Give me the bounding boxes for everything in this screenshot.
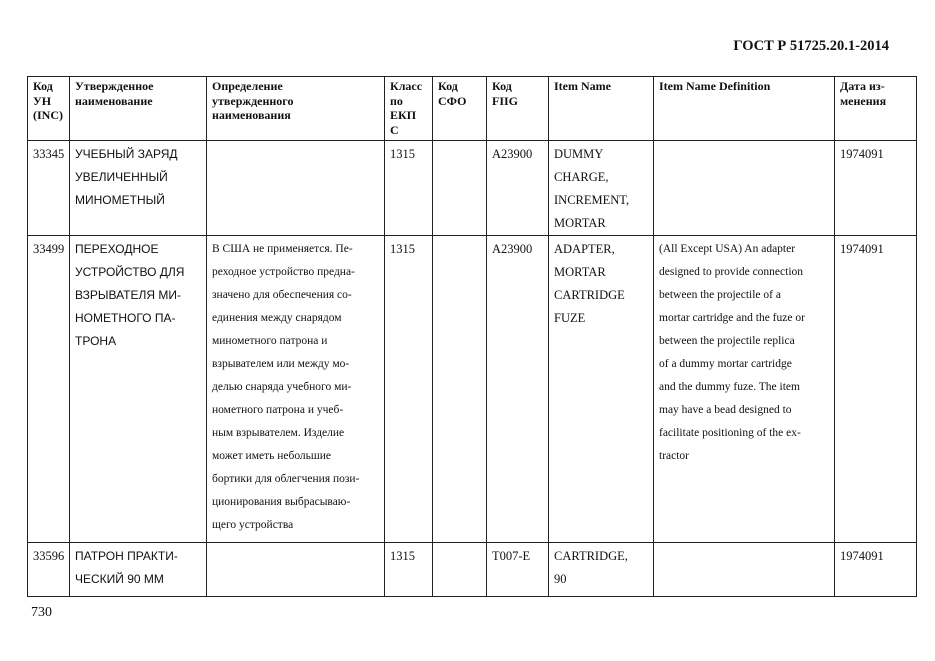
cell-class: 1315 <box>385 543 433 597</box>
cell-item-name-definition: (All Except USA) An adapter designed to provide connection between the projectile of a mortar cartridge and the fuze or between the projectile replica of a dummy mortar cartridge and the dummy fuze. The item may have a bead designed to facilitate positioning of the ex- tractor <box>654 236 835 543</box>
cell-item-name: ADAPTER, MORTAR CARTRIDGE FUZE <box>549 236 654 543</box>
classification-table <box>27 76 917 597</box>
col-header-class: Класс по ЕКП С <box>385 77 433 141</box>
table-header-row <box>28 77 917 141</box>
cell-class: 1315 <box>385 141 433 236</box>
cell-approved-name: УЧЕБНЫЙ ЗАРЯД УВЕЛИЧЕННЫЙ МИНОМЕТНЫЙ <box>70 141 207 236</box>
cell-sfo <box>433 236 487 543</box>
cell-item-name-definition <box>654 543 835 597</box>
col-header-approved-name: Утвержденное наименование <box>70 77 207 141</box>
cell-definition: В США не применяется. Пе- реходное устройство предна- значено для обеспечения со- единения между снарядом минометного патрона и взрывателем или между мо- делью снаряда учебного ми- нометного патрона и учеб- ным взрывателем. Изделие может иметь небольшие бортики для облегчения пози- ционирования выбрасываю- щего устройства <box>207 236 385 543</box>
col-header-sfo: Код СФО <box>433 77 487 141</box>
cell-item-name: CARTRIDGE, 90 <box>549 543 654 597</box>
cell-definition <box>207 141 385 236</box>
cell-fiig: A23900 <box>487 141 549 236</box>
cell-fiig: A23900 <box>487 236 549 543</box>
table-row <box>28 236 917 543</box>
cell-class: 1315 <box>385 236 433 543</box>
cell-sfo <box>433 543 487 597</box>
cell-item-name-definition <box>654 141 835 236</box>
cell-change-date: 1974091 <box>835 543 917 597</box>
cell-definition <box>207 543 385 597</box>
standard-number: ГОСТ Р 51725.20.1-2014 <box>733 38 889 54</box>
cell-fiig: T007-E <box>487 543 549 597</box>
col-header-change-date: Дата из- менения <box>835 77 917 141</box>
cell-approved-name: ПАТРОН ПРАКТИ- ЧЕСКИЙ 90 ММ <box>70 543 207 597</box>
cell-inc: 33596 <box>28 543 70 597</box>
cell-inc: 33345 <box>28 141 70 236</box>
page-number: 730 <box>31 605 52 620</box>
cell-sfo <box>433 141 487 236</box>
col-header-fiig: Код FIIG <box>487 77 549 141</box>
table-row <box>28 543 917 597</box>
col-header-item-name: Item Name <box>549 77 654 141</box>
cell-approved-name: ПЕРЕХОДНОЕ УСТРОЙСТВО ДЛЯ ВЗРЫВАТЕЛЯ МИ- НОМЕТНОГО ПА- ТРОНА <box>70 236 207 543</box>
cell-item-name: DUMMY CHARGE, INCREMENT, MORTAR <box>549 141 654 236</box>
table-row <box>28 141 917 236</box>
cell-change-date: 1974091 <box>835 236 917 543</box>
col-header-definition: Определение утвержденного наименования <box>207 77 385 141</box>
cell-change-date: 1974091 <box>835 141 917 236</box>
col-header-item-name-definition: Item Name Definition <box>654 77 835 141</box>
cell-inc: 33499 <box>28 236 70 543</box>
col-header-inc: Код УН (INC) <box>28 77 70 141</box>
